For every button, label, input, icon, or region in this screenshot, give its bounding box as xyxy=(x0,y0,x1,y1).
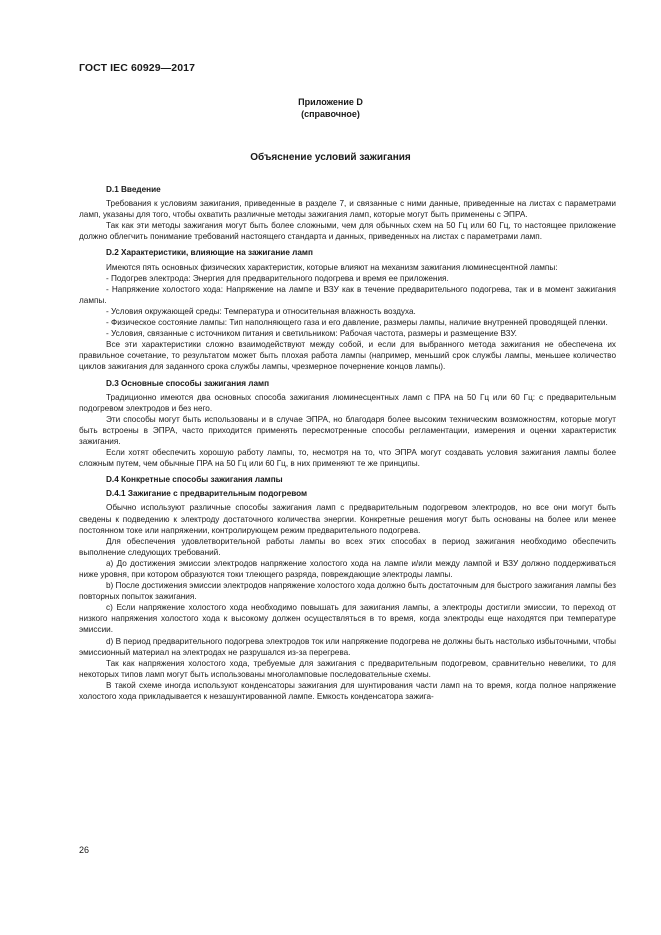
appendix-heading xyxy=(0,96,661,120)
appendix-type: (справочное) xyxy=(301,109,360,119)
list-item: - Напряжение холостого хода: Напряжение на лампе и ВЗУ как в течение предварительного подогрева, так и в момент зажигания лампы. xyxy=(79,284,616,305)
list-item: - Условия, связанные с источником питания и светильником: Рабочая частота, размеры и размещение ВЗУ. xyxy=(106,329,517,339)
paragraph: Так как напряжения холостого хода, требуемые для зажигания с предварительным подогревом, сравнительно невелики, то для некоторых типов ламп могут быть использованы многоламповые последовательные схемы. xyxy=(79,658,616,679)
paragraph: Так как эти методы зажигания могут быть более сложными, чем для обычных схем на 50 Гц или 60 Гц, то настоящее приложение должно облегчить понимание требований настоящего стандарта и данных, приведенных на листах с параметрами ламп. xyxy=(79,221,616,242)
appendix-title: Приложение D xyxy=(298,97,363,107)
paragraph: Если хотят обеспечить хорошую работу лампы, то, несмотря на то, что ЭПРА могут создавать условия зажигания лампы более сложным путем, чем обычные ПРА на 50 Гц или 60 Гц, в них применяют те же принципы. xyxy=(79,448,616,469)
section-heading-d4: D.4 Конкретные способы зажигания лампы xyxy=(106,475,283,485)
paragraph: В такой схеме иногда используют конденсаторы зажигания для шунтирования части ламп на то время, когда полное напряжение холостого хода прикладывается к незашунтированной лампе. Емкость конденсатора зажига- xyxy=(79,680,616,702)
page-title: Объяснение условий зажигания xyxy=(250,152,411,163)
paragraph: Обычно используют различные способы зажигания ламп с предварительным подогревом электродов, но все они могут быть сведены к подведению к электроду достаточного количества энергии. Конкретные решения могут быть основаны на более или менее постоянном токе или напряжении, контролирующем режим предварительного подогрева. xyxy=(79,503,616,535)
paragraph: Имеются пять основных физических характеристик, которые влияют на механизм зажигания люминесцентной лампы: xyxy=(106,262,558,272)
paragraph: Для обеспечения удовлетворительной работы лампы во всех этих способах в период зажигания необходимо обеспечить выполнение следующих требований. xyxy=(79,536,616,557)
list-item: - Подогрев электрода: Энергия для предварительного подогрева и время ее приложения. xyxy=(106,273,449,283)
document-id-header: ГОСТ IEC 60929—2017 xyxy=(79,62,196,74)
paragraph: Все эти характеристики сложно взаимодействуют между собой, и если для выбранного метода зажигания не обеспечена их правильное сочетание, то результатом может быть плохая работа лампы (например, меньший срок службы лампы, меньшее количество циклов зажигания для заданного срока службы лампы, чрезмерное почернение концов лампы). xyxy=(79,340,616,372)
page-number: 26 xyxy=(79,845,90,855)
paragraph: Традиционно имеются два основных способа зажигания люминесцентных ламп с ПРА на 50 Гц или 60 Гц: с предварительным подогревом электродов и без него. xyxy=(79,392,616,413)
section-heading-d2: D.2 Характеристики, влияющие на зажигание ламп xyxy=(106,248,313,258)
list-item: - Физическое состояние лампы: Тип наполняющего газа и его давление, размеры лампы, наличие внутренней проводящей пленки. xyxy=(106,318,608,328)
document-body xyxy=(79,184,616,702)
list-item: a) До достижения эмиссии электродов напряжение холостого хода на лампе и/или между лампой и ВЗУ должно поддерживаться ниже уровня, при котором образуются токи тлеющего разряда, повреждающие электроды лампы. xyxy=(79,558,616,579)
list-item: c) Если напряжение холостого хода необходимо повышать для зажигания лампы, а электроды достигли эмиссии, то переход от низкого напряжения холостого хода к высокому должен осуществляться в то время, когда электроды еще находятся при температуре эмиссии. xyxy=(79,603,616,635)
list-item: d) В период предварительного подогрева электродов ток или напряжение подогрева не должны быть настолько избыточными, чтобы эмиссионный материал на электродах не разрушался из-за перегрева. xyxy=(79,636,616,657)
subsection-heading-d4-1: D.4.1 Зажигание с предварительным подогревом xyxy=(106,489,308,499)
list-item: - Условия окружающей среды: Температура и относительная влажность воздуха. xyxy=(106,306,416,316)
paragraph: Эти способы могут быть использованы и в случае ЭПРА, но благодаря более высоким техническим возможностям, которые могут быть встроены в ЭПРА, часто приходится применять пересмотренные способы регламентации, измерения и оценки характеристик зажигания. xyxy=(79,414,616,446)
paragraph: Требования к условиям зажигания, приведенные в разделе 7, и связанные с ними данные, приведенные на листах с параметрами ламп, указаны для того, чтобы охватить различные методы зажигания ламп, которые могут быть применены с ЭПРА. xyxy=(79,199,616,220)
section-heading-d3: D.3 Основные способы зажигания ламп xyxy=(106,378,270,388)
list-item: b) После достижения эмиссии электродов напряжение холостого хода должно быть достаточным для быстрого зажигания лампы без повторных попыток зажигания. xyxy=(79,581,616,602)
section-heading-d1: D.1 Введение xyxy=(106,185,161,194)
